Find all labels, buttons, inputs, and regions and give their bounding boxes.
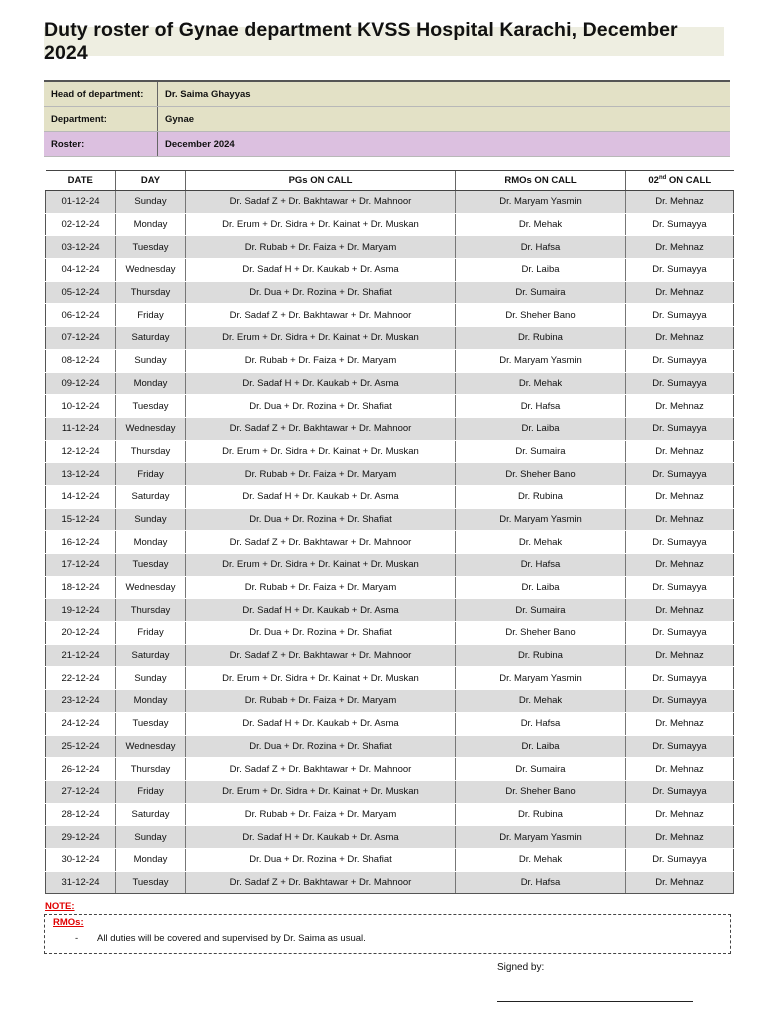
cell-second-on-call: Dr. Mehnaz <box>626 871 734 894</box>
rmo-note-item <box>75 933 366 944</box>
cell-rmo: Dr. Hafsa <box>456 395 626 418</box>
cell-pgs: Dr. Dua + Dr. Rozina + Dr. Shafiat <box>186 508 456 531</box>
cell-date: 19-12-24 <box>46 599 116 622</box>
rmo-note-text: All duties will be covered and supervised by Dr. Saima as usual. <box>97 933 366 944</box>
table-row <box>46 395 734 418</box>
cell-date: 27-12-24 <box>46 780 116 803</box>
roster-header-row <box>46 171 734 191</box>
col-header-rmos: RMOs ON CALL <box>456 171 626 191</box>
col-header-second-on-call <box>626 171 734 191</box>
cell-day: Wednesday <box>116 576 186 599</box>
cell-second-on-call: Dr. Sumayya <box>626 576 734 599</box>
cell-day: Thursday <box>116 440 186 463</box>
info-table <box>44 80 730 157</box>
rmos-label: RMOs: <box>53 917 84 928</box>
cell-rmo: Dr. Hafsa <box>456 236 626 259</box>
cell-date: 13-12-24 <box>46 463 116 486</box>
cell-rmo: Dr. Sumaira <box>456 758 626 781</box>
table-row <box>46 622 734 645</box>
cell-pgs: Dr. Dua + Dr. Rozina + Dr. Shafiat <box>186 622 456 645</box>
cell-pgs: Dr. Sadaf H + Dr. Kaukab + Dr. Asma <box>186 826 456 849</box>
cell-day: Wednesday <box>116 417 186 440</box>
cell-rmo: Dr. Hafsa <box>456 554 626 577</box>
cell-second-on-call: Dr. Sumayya <box>626 259 734 282</box>
cell-day: Saturday <box>116 485 186 508</box>
cell-rmo: Dr. Hafsa <box>456 871 626 894</box>
table-row <box>46 780 734 803</box>
cell-pgs: Dr. Erum + Dr. Sidra + Dr. Kainat + Dr. Muskan <box>186 554 456 577</box>
cell-date: 28-12-24 <box>46 803 116 826</box>
table-row <box>46 848 734 871</box>
cell-day: Saturday <box>116 327 186 350</box>
table-row <box>46 690 734 713</box>
col-header-second-rest: ON CALL <box>666 175 712 187</box>
table-row <box>46 259 734 282</box>
table-row <box>46 440 734 463</box>
cell-second-on-call: Dr. Sumayya <box>626 417 734 440</box>
cell-day: Saturday <box>116 803 186 826</box>
table-row <box>46 803 734 826</box>
cell-date: 17-12-24 <box>46 554 116 577</box>
table-row <box>46 644 734 667</box>
cell-date: 05-12-24 <box>46 281 116 304</box>
cell-rmo: Dr. Mehak <box>456 531 626 554</box>
info-row-head <box>44 81 730 107</box>
roster-table <box>45 170 734 894</box>
cell-date: 10-12-24 <box>46 395 116 418</box>
table-row <box>46 508 734 531</box>
cell-second-on-call: Dr. Sumayya <box>626 213 734 236</box>
cell-second-on-call: Dr. Mehnaz <box>626 712 734 735</box>
cell-second-on-call: Dr. Sumayya <box>626 667 734 690</box>
cell-date: 01-12-24 <box>46 191 116 214</box>
cell-second-on-call: Dr. Mehnaz <box>626 803 734 826</box>
info-row-department <box>44 107 730 132</box>
cell-second-on-call: Dr. Mehnaz <box>626 440 734 463</box>
cell-rmo: Dr. Maryam Yasmin <box>456 508 626 531</box>
cell-second-on-call: Dr. Sumayya <box>626 622 734 645</box>
cell-pgs: Dr. Rubab + Dr. Faiza + Dr. Maryam <box>186 576 456 599</box>
col-header-second-num: 02 <box>648 175 659 187</box>
cell-second-on-call: Dr. Sumayya <box>626 780 734 803</box>
cell-rmo: Dr. Sumaira <box>456 440 626 463</box>
department-label: Department: <box>44 107 158 132</box>
cell-rmo: Dr. Sheher Bano <box>456 622 626 645</box>
cell-pgs: Dr. Dua + Dr. Rozina + Dr. Shafiat <box>186 395 456 418</box>
cell-second-on-call: Dr. Sumayya <box>626 304 734 327</box>
cell-date: 04-12-24 <box>46 259 116 282</box>
cell-second-on-call: Dr. Mehnaz <box>626 191 734 214</box>
cell-day: Sunday <box>116 349 186 372</box>
table-row <box>46 667 734 690</box>
cell-pgs: Dr. Erum + Dr. Sidra + Dr. Kainat + Dr. Muskan <box>186 667 456 690</box>
cell-date: 25-12-24 <box>46 735 116 758</box>
cell-day: Friday <box>116 780 186 803</box>
cell-rmo: Dr. Maryam Yasmin <box>456 191 626 214</box>
cell-pgs: Dr. Sadaf H + Dr. Kaukab + Dr. Asma <box>186 259 456 282</box>
cell-pgs: Dr. Rubab + Dr. Faiza + Dr. Maryam <box>186 803 456 826</box>
table-row <box>46 531 734 554</box>
cell-day: Monday <box>116 213 186 236</box>
table-row <box>46 327 734 350</box>
cell-rmo: Dr. Mehak <box>456 372 626 395</box>
cell-date: 07-12-24 <box>46 327 116 350</box>
cell-rmo: Dr. Sheher Bano <box>456 780 626 803</box>
col-header-day: DAY <box>116 171 186 191</box>
cell-date: 26-12-24 <box>46 758 116 781</box>
cell-date: 18-12-24 <box>46 576 116 599</box>
cell-pgs: Dr. Sadaf Z + Dr. Bakhtawar + Dr. Mahnoor <box>186 191 456 214</box>
cell-pgs: Dr. Sadaf Z + Dr. Bakhtawar + Dr. Mahnoor <box>186 758 456 781</box>
cell-day: Monday <box>116 531 186 554</box>
cell-date: 20-12-24 <box>46 622 116 645</box>
cell-rmo: Dr. Mehak <box>456 213 626 236</box>
page-title: Duty roster of Gynae department KVSS Hospital Karachi, December 2024 <box>44 18 678 64</box>
cell-pgs: Dr. Dua + Dr. Rozina + Dr. Shafiat <box>186 735 456 758</box>
cell-day: Tuesday <box>116 236 186 259</box>
cell-pgs: Dr. Erum + Dr. Sidra + Dr. Kainat + Dr. Muskan <box>186 327 456 350</box>
cell-day: Thursday <box>116 599 186 622</box>
table-row <box>46 599 734 622</box>
cell-date: 08-12-24 <box>46 349 116 372</box>
cell-day: Saturday <box>116 644 186 667</box>
cell-pgs: Dr. Dua + Dr. Rozina + Dr. Shafiat <box>186 848 456 871</box>
col-header-date: DATE <box>46 171 116 191</box>
cell-pgs: Dr. Erum + Dr. Sidra + Dr. Kainat + Dr. Muskan <box>186 213 456 236</box>
cell-second-on-call: Dr. Sumayya <box>626 690 734 713</box>
cell-pgs: Dr. Rubab + Dr. Faiza + Dr. Maryam <box>186 349 456 372</box>
table-row <box>46 349 734 372</box>
cell-day: Sunday <box>116 826 186 849</box>
head-value: Dr. Saima Ghayyas <box>158 81 731 107</box>
roster-label: Roster: <box>44 132 158 157</box>
cell-day: Monday <box>116 372 186 395</box>
cell-day: Tuesday <box>116 554 186 577</box>
table-row <box>46 826 734 849</box>
table-row <box>46 735 734 758</box>
cell-day: Tuesday <box>116 395 186 418</box>
cell-pgs: Dr. Sadaf Z + Dr. Bakhtawar + Dr. Mahnoor <box>186 871 456 894</box>
cell-date: 16-12-24 <box>46 531 116 554</box>
cell-rmo: Dr. Laiba <box>456 576 626 599</box>
col-header-pgs: PGs ON CALL <box>186 171 456 191</box>
cell-day: Sunday <box>116 508 186 531</box>
cell-rmo: Dr. Mehak <box>456 690 626 713</box>
cell-rmo: Dr. Rubina <box>456 803 626 826</box>
cell-second-on-call: Dr. Mehnaz <box>626 554 734 577</box>
rmo-note-box <box>44 914 731 954</box>
cell-rmo: Dr. Maryam Yasmin <box>456 826 626 849</box>
table-row <box>46 576 734 599</box>
table-row <box>46 554 734 577</box>
cell-rmo: Dr. Maryam Yasmin <box>456 667 626 690</box>
cell-second-on-call: Dr. Sumayya <box>626 349 734 372</box>
cell-date: 24-12-24 <box>46 712 116 735</box>
department-value: Gynae <box>158 107 731 132</box>
cell-day: Friday <box>116 304 186 327</box>
cell-rmo: Dr. Laiba <box>456 417 626 440</box>
cell-second-on-call: Dr. Mehnaz <box>626 236 734 259</box>
cell-day: Thursday <box>116 281 186 304</box>
table-row <box>46 191 734 214</box>
cell-second-on-call: Dr. Sumayya <box>626 372 734 395</box>
signature-line <box>497 1001 693 1002</box>
cell-second-on-call: Dr. Mehnaz <box>626 281 734 304</box>
cell-day: Tuesday <box>116 871 186 894</box>
cell-second-on-call: Dr. Mehnaz <box>626 395 734 418</box>
roster-body <box>46 191 734 894</box>
cell-pgs: Dr. Sadaf Z + Dr. Bakhtawar + Dr. Mahnoor <box>186 304 456 327</box>
table-row <box>46 372 734 395</box>
cell-rmo: Dr. Sumaira <box>456 281 626 304</box>
cell-second-on-call: Dr. Mehnaz <box>626 508 734 531</box>
cell-date: 15-12-24 <box>46 508 116 531</box>
cell-date: 14-12-24 <box>46 485 116 508</box>
cell-date: 22-12-24 <box>46 667 116 690</box>
bullet-dash: - <box>75 933 79 944</box>
cell-second-on-call: Dr. Mehnaz <box>626 327 734 350</box>
cell-rmo: Dr. Hafsa <box>456 712 626 735</box>
cell-pgs: Dr. Erum + Dr. Sidra + Dr. Kainat + Dr. Muskan <box>186 440 456 463</box>
cell-rmo: Dr. Sheher Bano <box>456 463 626 486</box>
cell-pgs: Dr. Sadaf H + Dr. Kaukab + Dr. Asma <box>186 485 456 508</box>
cell-second-on-call: Dr. Mehnaz <box>626 599 734 622</box>
col-header-second-sup: nd <box>658 174 667 181</box>
table-row <box>46 417 734 440</box>
cell-date: 31-12-24 <box>46 871 116 894</box>
cell-day: Wednesday <box>116 735 186 758</box>
cell-second-on-call: Dr. Sumayya <box>626 848 734 871</box>
cell-rmo: Dr. Rubina <box>456 644 626 667</box>
cell-second-on-call: Dr. Sumayya <box>626 531 734 554</box>
cell-day: Sunday <box>116 191 186 214</box>
table-row <box>46 485 734 508</box>
cell-second-on-call: Dr. Sumayya <box>626 463 734 486</box>
cell-pgs: Dr. Sadaf H + Dr. Kaukab + Dr. Asma <box>186 712 456 735</box>
cell-day: Tuesday <box>116 712 186 735</box>
cell-rmo: Dr. Laiba <box>456 735 626 758</box>
cell-day: Wednesday <box>116 259 186 282</box>
table-row <box>46 758 734 781</box>
cell-rmo: Dr. Laiba <box>456 259 626 282</box>
cell-rmo: Dr. Mehak <box>456 848 626 871</box>
cell-pgs: Dr. Erum + Dr. Sidra + Dr. Kainat + Dr. Muskan <box>186 780 456 803</box>
cell-day: Friday <box>116 622 186 645</box>
cell-date: 03-12-24 <box>46 236 116 259</box>
cell-date: 29-12-24 <box>46 826 116 849</box>
cell-day: Thursday <box>116 758 186 781</box>
cell-date: 30-12-24 <box>46 848 116 871</box>
head-label: Head of department: <box>44 81 158 107</box>
cell-pgs: Dr. Sadaf H + Dr. Kaukab + Dr. Asma <box>186 599 456 622</box>
cell-pgs: Dr. Rubab + Dr. Faiza + Dr. Maryam <box>186 690 456 713</box>
cell-second-on-call: Dr. Mehnaz <box>626 758 734 781</box>
table-row <box>46 871 734 894</box>
table-row <box>46 236 734 259</box>
cell-pgs: Dr. Rubab + Dr. Faiza + Dr. Maryam <box>186 463 456 486</box>
table-row <box>46 304 734 327</box>
cell-date: 11-12-24 <box>46 417 116 440</box>
cell-pgs: Dr. Rubab + Dr. Faiza + Dr. Maryam <box>186 236 456 259</box>
cell-date: 23-12-24 <box>46 690 116 713</box>
cell-pgs: Dr. Sadaf H + Dr. Kaukab + Dr. Asma <box>186 372 456 395</box>
cell-day: Monday <box>116 690 186 713</box>
cell-date: 02-12-24 <box>46 213 116 236</box>
title-banner <box>44 18 724 64</box>
cell-second-on-call: Dr. Mehnaz <box>626 826 734 849</box>
cell-second-on-call: Dr. Mehnaz <box>626 644 734 667</box>
cell-second-on-call: Dr. Mehnaz <box>626 485 734 508</box>
cell-date: 12-12-24 <box>46 440 116 463</box>
cell-day: Friday <box>116 463 186 486</box>
cell-second-on-call: Dr. Sumayya <box>626 735 734 758</box>
table-row <box>46 712 734 735</box>
cell-date: 21-12-24 <box>46 644 116 667</box>
table-row <box>46 281 734 304</box>
table-row <box>46 213 734 236</box>
table-row <box>46 463 734 486</box>
cell-day: Sunday <box>116 667 186 690</box>
cell-rmo: Dr. Rubina <box>456 485 626 508</box>
cell-pgs: Dr. Sadaf Z + Dr. Bakhtawar + Dr. Mahnoor <box>186 417 456 440</box>
cell-date: 09-12-24 <box>46 372 116 395</box>
cell-pgs: Dr. Dua + Dr. Rozina + Dr. Shafiat <box>186 281 456 304</box>
info-row-roster <box>44 132 730 157</box>
cell-date: 06-12-24 <box>46 304 116 327</box>
cell-day: Monday <box>116 848 186 871</box>
cell-pgs: Dr. Sadaf Z + Dr. Bakhtawar + Dr. Mahnoor <box>186 644 456 667</box>
cell-rmo: Dr. Sumaira <box>456 599 626 622</box>
cell-pgs: Dr. Sadaf Z + Dr. Bakhtawar + Dr. Mahnoor <box>186 531 456 554</box>
cell-rmo: Dr. Sheher Bano <box>456 304 626 327</box>
note-label: NOTE: <box>45 901 75 912</box>
roster-value: December 2024 <box>158 132 731 157</box>
signed-by-label: Signed by: <box>497 962 545 973</box>
cell-rmo: Dr. Maryam Yasmin <box>456 349 626 372</box>
cell-rmo: Dr. Rubina <box>456 327 626 350</box>
